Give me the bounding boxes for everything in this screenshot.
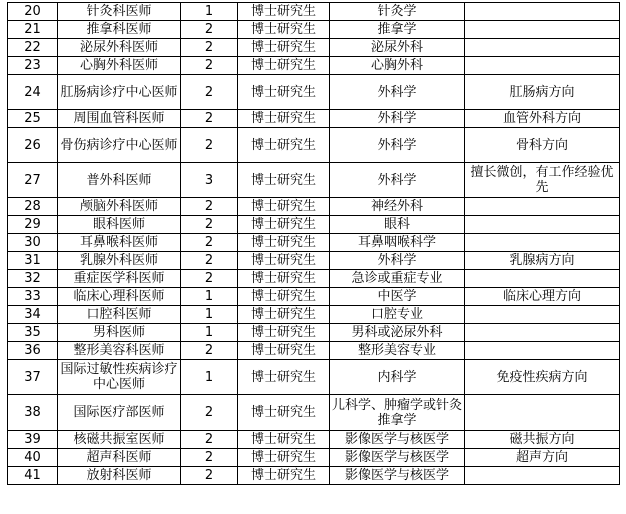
table-row <box>8 57 620 75</box>
position-cell: 国际过敏性疾病诊疗中心医师 <box>58 360 181 395</box>
major-cell: 外科学 <box>330 163 465 198</box>
table-row <box>8 431 620 449</box>
table-row <box>8 449 620 467</box>
major-cell: 外科学 <box>330 75 465 110</box>
row-number-cell: 40 <box>8 449 58 467</box>
headcount-cell: 2 <box>181 395 238 431</box>
degree-cell: 博士研究生 <box>238 3 330 21</box>
table-row <box>8 128 620 163</box>
position-cell: 口腔科医师 <box>58 306 181 324</box>
table-row <box>8 360 620 395</box>
major-cell: 神经外科 <box>330 198 465 216</box>
major-cell: 整形美容专业 <box>330 342 465 360</box>
major-cell: 急诊或重症专业 <box>330 270 465 288</box>
headcount-cell: 2 <box>181 21 238 39</box>
headcount-cell: 1 <box>181 360 238 395</box>
position-cell: 重症医学科医师 <box>58 270 181 288</box>
headcount-cell: 1 <box>181 3 238 21</box>
position-cell: 放射科医师 <box>58 467 181 485</box>
major-cell: 泌尿外科 <box>330 39 465 57</box>
note-cell <box>465 270 620 288</box>
note-cell <box>465 342 620 360</box>
headcount-cell: 1 <box>181 324 238 342</box>
row-number-cell: 37 <box>8 360 58 395</box>
major-cell: 耳鼻咽喉科学 <box>330 234 465 252</box>
degree-cell: 博士研究生 <box>238 270 330 288</box>
note-cell: 乳腺病方向 <box>465 252 620 270</box>
note-cell <box>465 467 620 485</box>
row-number-cell: 36 <box>8 342 58 360</box>
position-cell: 眼科医师 <box>58 216 181 234</box>
position-cell: 临床心理科医师 <box>58 288 181 306</box>
degree-cell: 博士研究生 <box>238 110 330 128</box>
headcount-cell: 2 <box>181 252 238 270</box>
note-cell <box>465 57 620 75</box>
table-row <box>8 110 620 128</box>
headcount-cell: 2 <box>181 216 238 234</box>
table-row <box>8 306 620 324</box>
major-cell: 口腔专业 <box>330 306 465 324</box>
degree-cell: 博士研究生 <box>238 288 330 306</box>
major-cell: 针灸学 <box>330 3 465 21</box>
note-cell: 超声方向 <box>465 449 620 467</box>
row-number-cell: 26 <box>8 128 58 163</box>
row-number-cell: 25 <box>8 110 58 128</box>
row-number-cell: 34 <box>8 306 58 324</box>
major-cell: 外科学 <box>330 128 465 163</box>
major-cell: 儿科学、肿瘤学或针灸推拿学 <box>330 395 465 431</box>
table-row <box>8 467 620 485</box>
position-cell: 肛肠病诊疗中心医师 <box>58 75 181 110</box>
table-row <box>8 342 620 360</box>
note-cell <box>465 39 620 57</box>
headcount-cell: 2 <box>181 449 238 467</box>
note-cell <box>465 216 620 234</box>
major-cell: 男科或泌尿外科 <box>330 324 465 342</box>
degree-cell: 博士研究生 <box>238 449 330 467</box>
position-cell: 超声科医师 <box>58 449 181 467</box>
position-cell: 心胸外科医师 <box>58 57 181 75</box>
degree-cell: 博士研究生 <box>238 431 330 449</box>
table-row <box>8 395 620 431</box>
degree-cell: 博士研究生 <box>238 216 330 234</box>
row-number-cell: 41 <box>8 467 58 485</box>
table-row <box>8 3 620 21</box>
major-cell: 推拿学 <box>330 21 465 39</box>
position-cell: 普外科医师 <box>58 163 181 198</box>
degree-cell: 博士研究生 <box>238 252 330 270</box>
note-cell: 磁共振方向 <box>465 431 620 449</box>
major-cell: 影像医学与核医学 <box>330 449 465 467</box>
position-cell: 针灸科医师 <box>58 3 181 21</box>
position-cell: 耳鼻喉科医师 <box>58 234 181 252</box>
note-cell <box>465 21 620 39</box>
headcount-cell: 1 <box>181 306 238 324</box>
row-number-cell: 38 <box>8 395 58 431</box>
degree-cell: 博士研究生 <box>238 75 330 110</box>
position-cell: 骨伤病诊疗中心医师 <box>58 128 181 163</box>
note-cell: 血管外科方向 <box>465 110 620 128</box>
headcount-cell: 1 <box>181 288 238 306</box>
headcount-cell: 2 <box>181 270 238 288</box>
row-number-cell: 28 <box>8 198 58 216</box>
major-cell: 内科学 <box>330 360 465 395</box>
note-cell <box>465 3 620 21</box>
headcount-cell: 2 <box>181 467 238 485</box>
note-cell <box>465 198 620 216</box>
headcount-cell: 2 <box>181 431 238 449</box>
table-row <box>8 288 620 306</box>
degree-cell: 博士研究生 <box>238 163 330 198</box>
note-cell: 肛肠病方向 <box>465 75 620 110</box>
row-number-cell: 31 <box>8 252 58 270</box>
major-cell: 影像医学与核医学 <box>330 467 465 485</box>
headcount-cell: 2 <box>181 198 238 216</box>
note-cell <box>465 395 620 431</box>
degree-cell: 博士研究生 <box>238 39 330 57</box>
table-row <box>8 324 620 342</box>
row-number-cell: 29 <box>8 216 58 234</box>
degree-cell: 博士研究生 <box>238 306 330 324</box>
note-cell <box>465 324 620 342</box>
row-number-cell: 35 <box>8 324 58 342</box>
row-number-cell: 30 <box>8 234 58 252</box>
table-row <box>8 270 620 288</box>
note-cell <box>465 234 620 252</box>
row-number-cell: 22 <box>8 39 58 57</box>
position-cell: 整形美容科医师 <box>58 342 181 360</box>
note-cell: 擅长微创，有工作经验优先 <box>465 163 620 198</box>
headcount-cell: 3 <box>181 163 238 198</box>
major-cell: 眼科 <box>330 216 465 234</box>
position-cell: 男科医师 <box>58 324 181 342</box>
degree-cell: 博士研究生 <box>238 324 330 342</box>
degree-cell: 博士研究生 <box>238 198 330 216</box>
position-cell: 推拿科医师 <box>58 21 181 39</box>
degree-cell: 博士研究生 <box>238 360 330 395</box>
degree-cell: 博士研究生 <box>238 467 330 485</box>
row-number-cell: 20 <box>8 3 58 21</box>
position-cell: 国际医疗部医师 <box>58 395 181 431</box>
position-cell: 周围血管科医师 <box>58 110 181 128</box>
table-row <box>8 216 620 234</box>
row-number-cell: 39 <box>8 431 58 449</box>
table-row <box>8 234 620 252</box>
position-cell: 乳腺外科医师 <box>58 252 181 270</box>
row-number-cell: 32 <box>8 270 58 288</box>
degree-cell: 博士研究生 <box>238 21 330 39</box>
major-cell: 心胸外科 <box>330 57 465 75</box>
major-cell: 外科学 <box>330 110 465 128</box>
degree-cell: 博士研究生 <box>238 395 330 431</box>
headcount-cell: 2 <box>181 75 238 110</box>
position-cell: 颅脑外科医师 <box>58 198 181 216</box>
row-number-cell: 27 <box>8 163 58 198</box>
major-cell: 影像医学与核医学 <box>330 431 465 449</box>
row-number-cell: 24 <box>8 75 58 110</box>
table-row <box>8 252 620 270</box>
headcount-cell: 2 <box>181 342 238 360</box>
note-cell: 骨科方向 <box>465 128 620 163</box>
row-number-cell: 23 <box>8 57 58 75</box>
position-cell: 泌尿外科医师 <box>58 39 181 57</box>
note-cell: 免疫性疾病方向 <box>465 360 620 395</box>
headcount-cell: 2 <box>181 110 238 128</box>
position-cell: 核磁共振室医师 <box>58 431 181 449</box>
note-cell <box>465 306 620 324</box>
table-row <box>8 21 620 39</box>
degree-cell: 博士研究生 <box>238 342 330 360</box>
table-row <box>8 163 620 198</box>
table-body <box>8 3 620 485</box>
major-cell: 外科学 <box>330 252 465 270</box>
degree-cell: 博士研究生 <box>238 128 330 163</box>
table-row <box>8 75 620 110</box>
row-number-cell: 33 <box>8 288 58 306</box>
headcount-cell: 2 <box>181 234 238 252</box>
recruitment-table <box>7 2 620 485</box>
table-row <box>8 39 620 57</box>
headcount-cell: 2 <box>181 57 238 75</box>
major-cell: 中医学 <box>330 288 465 306</box>
degree-cell: 博士研究生 <box>238 57 330 75</box>
headcount-cell: 2 <box>181 128 238 163</box>
degree-cell: 博士研究生 <box>238 234 330 252</box>
headcount-cell: 2 <box>181 39 238 57</box>
note-cell: 临床心理方向 <box>465 288 620 306</box>
row-number-cell: 21 <box>8 21 58 39</box>
table-row <box>8 198 620 216</box>
